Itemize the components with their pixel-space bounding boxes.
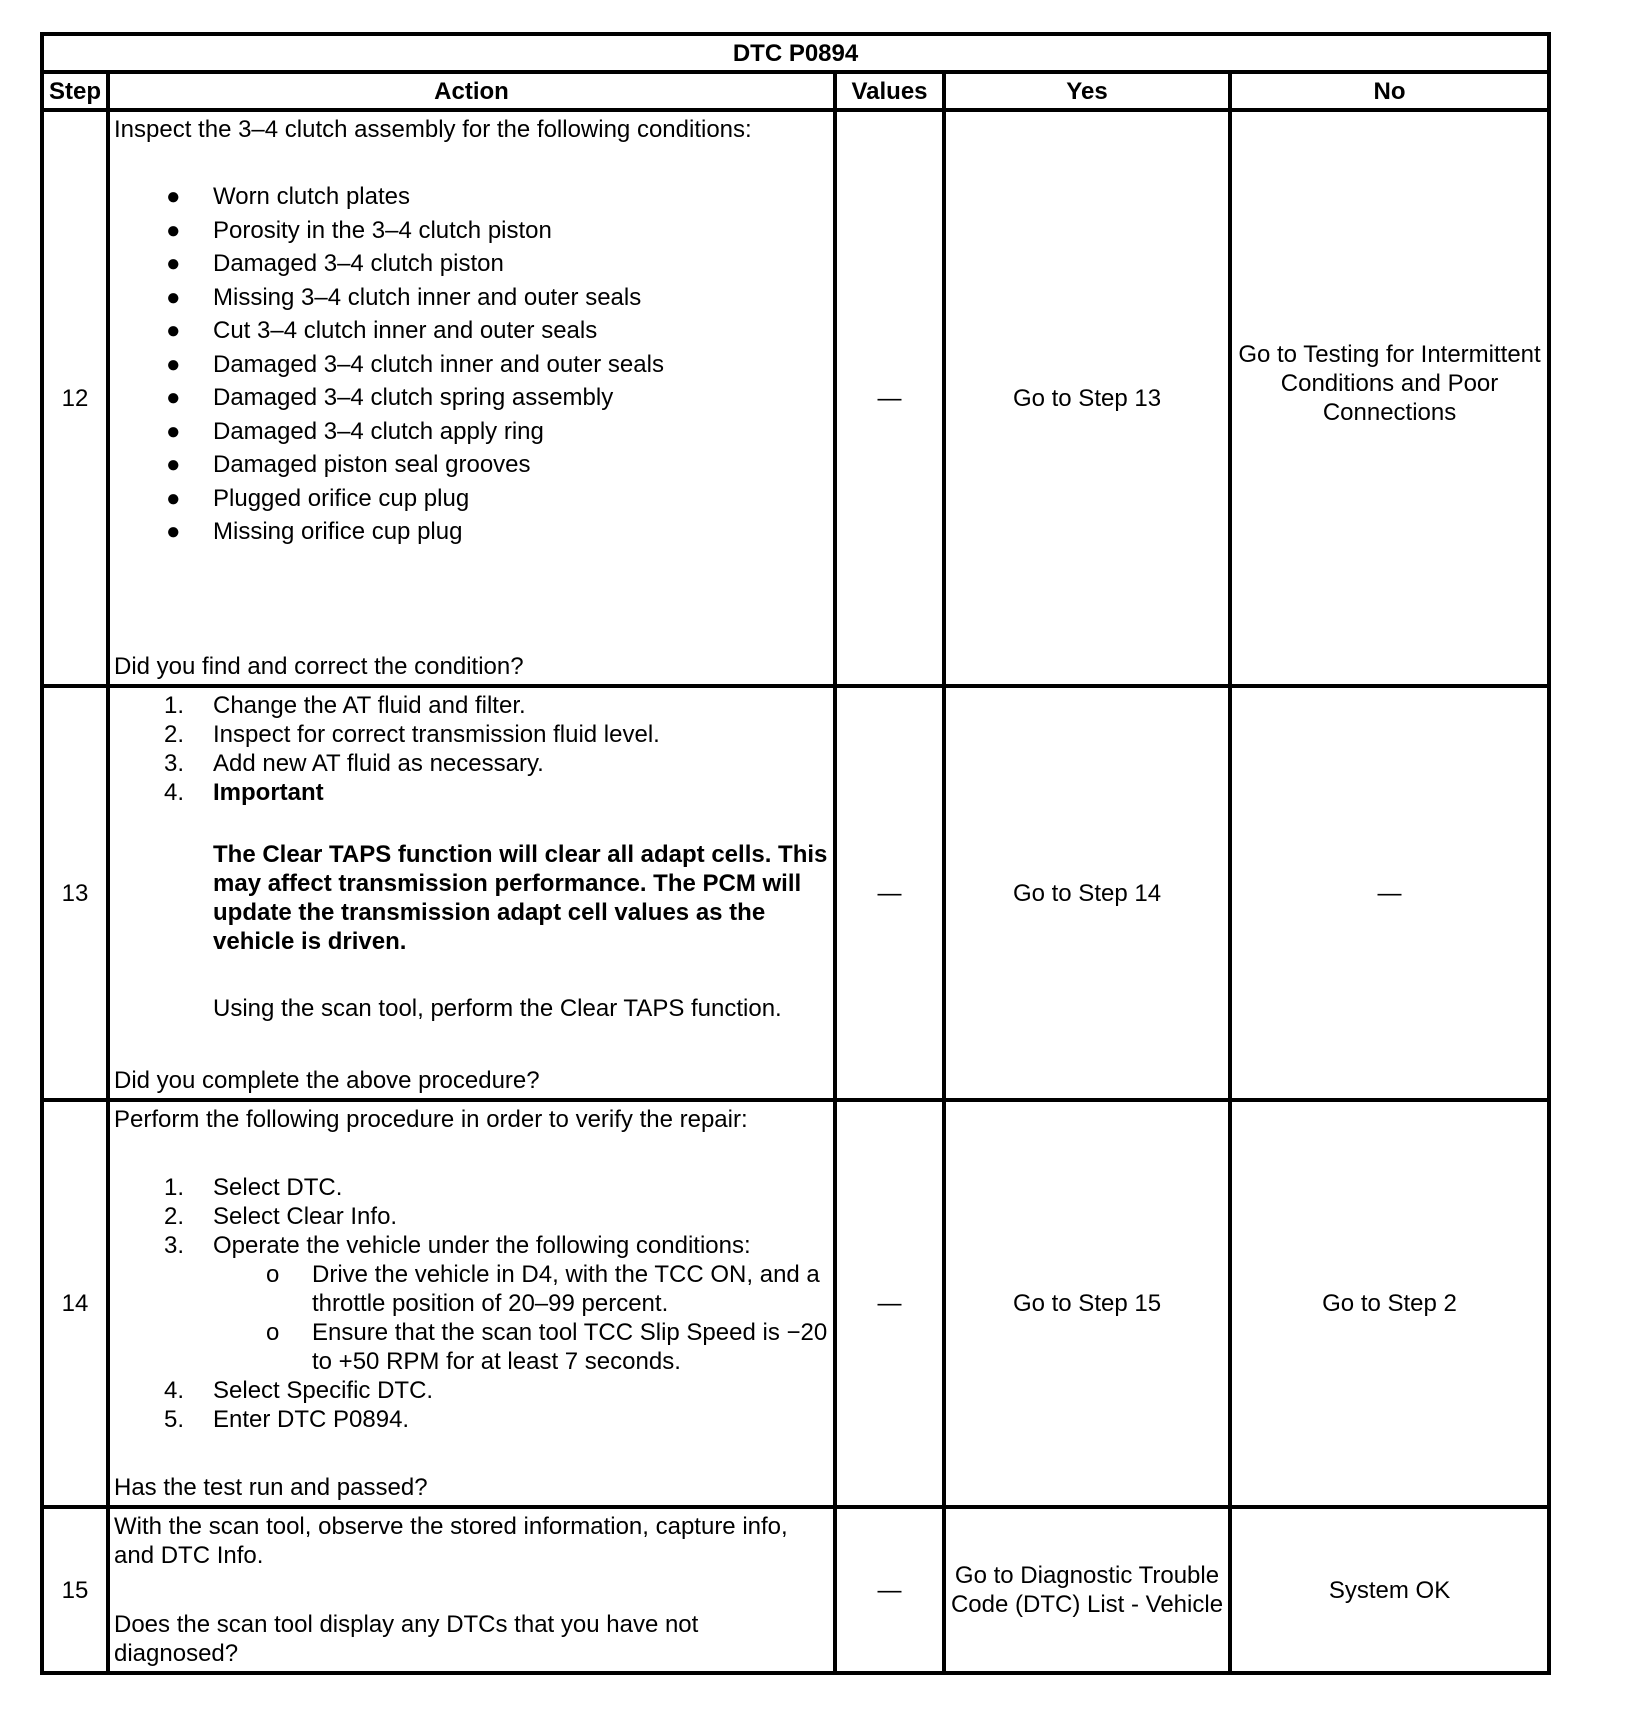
list-item: ● Damaged 3–4 clutch apply ring <box>114 415 829 449</box>
bullet-icon: ● <box>166 384 181 411</box>
values-cell: — <box>835 1507 944 1673</box>
header-no: No <box>1230 72 1549 110</box>
list-item: ● Worn clutch plates <box>114 180 829 214</box>
bullet-icon: ● <box>166 350 181 378</box>
action-question: Did you complete the above procedure? <box>114 1067 540 1094</box>
important-note: The Clear TAPS function will clear all adapt cells. This may affect transmission performance. The PCM will update the transmission adapt cell values as the vehicle is driven. <box>213 841 828 955</box>
bullet-icon: ● <box>166 518 181 545</box>
circle-bullet-icon: o <box>266 1261 280 1288</box>
action-question: Has the test run and passed? <box>114 1474 428 1501</box>
list-item: 2. Select Clear Info. <box>164 1203 398 1230</box>
bullet-icon: ● <box>166 451 181 478</box>
yes-cell-text: Go to Diagnostic Trouble Code (DTC) List - Vehicle <box>950 1562 1224 1618</box>
list-item: 5. Enter DTC P0894. <box>164 1406 410 1433</box>
no-cell-text: Go to Testing for Intermittent Conditions and Poor Connections <box>1238 341 1541 426</box>
list-item: 2. Inspect for correct transmission fluid level. <box>164 721 660 748</box>
action-intro: Inspect the 3–4 clutch assembly for the following conditions: <box>114 116 752 143</box>
header-values: Values <box>835 72 944 110</box>
list-item: 1. Select DTC. <box>164 1174 343 1201</box>
important-label: Important <box>213 779 324 806</box>
list-item: ● Missing orifice cup plug <box>114 515 829 549</box>
step-number: 14 <box>42 1100 108 1507</box>
list-item: ● Damaged 3–4 clutch inner and outer seals <box>114 348 829 382</box>
list-item: ● Missing 3–4 clutch inner and outer seals <box>114 281 829 315</box>
condition-sublist <box>213 1260 829 1376</box>
values-cell: — <box>835 686 944 1100</box>
action-intro: Perform the following procedure in order to verify the repair: <box>114 1106 748 1133</box>
list-item: ● Damaged 3–4 clutch piston <box>114 247 829 281</box>
table-row-step-15 <box>42 1507 1549 1673</box>
header-yes: Yes <box>944 72 1230 110</box>
action-cell <box>108 1507 835 1673</box>
yes-cell <box>944 1507 1230 1673</box>
procedure-list <box>114 691 829 1023</box>
bullet-icon: ● <box>166 283 181 311</box>
table-row-step-13 <box>42 686 1549 1100</box>
circle-bullet-icon: o <box>266 1319 280 1346</box>
step-number: 13 <box>42 686 108 1100</box>
bullet-icon: ● <box>166 250 181 277</box>
list-item: 1. Change the AT fluid and filter. <box>164 692 526 719</box>
action-cell <box>108 686 835 1100</box>
list-item: 3. Operate the vehicle under the following conditions: o Drive the vehicle in D4, with the TCC ON, and a throttle position of 20–99 percent. o Ensure that the scan tool TCC Slip Speed is −20 to +50 RPM for at least 7 seconds. <box>164 1232 828 1375</box>
no-cell: Go to Step 2 <box>1230 1100 1549 1507</box>
table-title: DTC P0894 <box>42 34 1549 72</box>
list-item: 4. Select Specific DTC. <box>164 1377 434 1404</box>
action-intro: With the scan tool, observe the stored information, capture info, and DTC Info. <box>114 1513 788 1569</box>
values-cell: — <box>835 110 944 686</box>
procedure-list <box>114 1173 829 1434</box>
list-item: ● Damaged piston seal grooves <box>114 448 829 482</box>
bullet-icon: ● <box>166 317 181 344</box>
bullet-icon: ● <box>166 183 181 210</box>
list-item: 4. Important The Clear TAPS function will clear all adapt cells. This may affect transmission performance. The PCM will update the transmission adapt cell values as the vehicle is driven. Using the scan tool, perform the Clear TAPS function. <box>164 779 828 1022</box>
instruction-text: Using the scan tool, perform the Clear TAPS function. <box>213 995 782 1022</box>
no-cell: System OK <box>1230 1507 1549 1673</box>
list-item: ● Damaged 3–4 clutch spring assembly <box>114 381 829 415</box>
action-cell <box>108 110 835 686</box>
table-row-step-12 <box>42 110 1549 686</box>
list-item: o Ensure that the scan tool TCC Slip Speed is −20 to +50 RPM for at least 7 seconds. <box>266 1319 828 1375</box>
header-action: Action <box>108 72 835 110</box>
table-row-step-14 <box>42 1100 1549 1507</box>
bullet-icon: ● <box>166 484 181 512</box>
yes-cell: Go to Step 13 <box>944 110 1230 686</box>
list-item: ● Plugged orifice cup plug <box>114 482 829 516</box>
bullet-icon: ● <box>166 216 181 244</box>
dtc-table <box>40 32 1551 1675</box>
step-number: 15 <box>42 1507 108 1673</box>
list-item: ● Porosity in the 3–4 clutch piston <box>114 214 829 248</box>
yes-cell: Go to Step 15 <box>944 1100 1230 1507</box>
header-step: Step <box>42 72 108 110</box>
action-question: Did you find and correct the condition? <box>114 653 524 680</box>
list-item: ● Cut 3–4 clutch inner and outer seals <box>114 314 829 348</box>
list-item: 3. Add new AT fluid as necessary. <box>164 750 544 777</box>
condition-list <box>114 180 829 549</box>
list-item: o Drive the vehicle in D4, with the TCC ON, and a throttle position of 20–99 percent. <box>266 1261 820 1317</box>
step-number: 12 <box>42 110 108 686</box>
values-cell: — <box>835 1100 944 1507</box>
no-cell: — <box>1230 686 1549 1100</box>
yes-cell: Go to Step 14 <box>944 686 1230 1100</box>
bullet-icon: ● <box>166 417 181 445</box>
no-cell <box>1230 110 1549 686</box>
action-cell <box>108 1100 835 1507</box>
action-question: Does the scan tool display any DTCs that you have not diagnosed? <box>114 1611 699 1667</box>
